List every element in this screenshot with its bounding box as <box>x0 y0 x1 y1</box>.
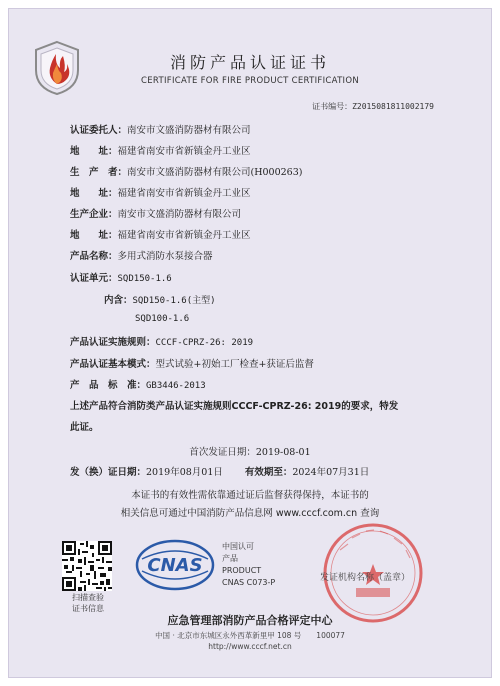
contains-value-main: SQD150-1.6(主型) <box>132 296 216 306</box>
issuing-organization: 应急管理部消防产品合格评定中心 <box>167 614 333 627</box>
standard-row <box>70 377 206 391</box>
cnas-line-4: CNAS C073-P <box>222 578 276 587</box>
qr-caption <box>56 592 120 614</box>
mode-row <box>70 356 314 370</box>
cnas-logo-text: CNAS <box>147 555 203 576</box>
issue-date-label: 发（换）证日期： <box>70 467 147 478</box>
rule-label: 产品认证实施规则： <box>70 337 156 348</box>
issuer-seal-label: 发证机构名称（盖章） <box>320 573 411 583</box>
standard-label: 产 品 标 准： <box>70 380 147 391</box>
valid-until-label: 有效期至： <box>244 467 293 478</box>
factory-value: 南安市文盛消防器材有限公司 <box>117 209 242 220</box>
client-value: 南安市文盛消防器材有限公司 <box>127 125 251 136</box>
factory-row <box>70 206 241 220</box>
rule-value: CCCF-CPRZ-26: 2019 <box>155 338 254 348</box>
factory-address-row <box>70 227 251 241</box>
qr-caption-line-2: 证书信息 <box>72 604 104 613</box>
cnas-line-1: 中国认可 <box>222 542 254 551</box>
mode-value: 型式试验+初始工厂检查+获证后监督 <box>155 359 314 370</box>
factory-address-label: 地 址： <box>70 230 118 241</box>
product-name-row <box>70 248 213 262</box>
cnas-accreditation-text <box>222 541 275 589</box>
client-address-label: 地 址： <box>70 146 118 157</box>
producer-value: 南安市文盛消防器材有限公司(H000263) <box>127 167 303 178</box>
qr-caption-line-1: 扫描查验 <box>72 593 104 602</box>
client-row <box>70 122 251 136</box>
certificate-title-en: CERTIFICATE FOR FIRE PRODUCT CERTIFICATION <box>140 76 360 86</box>
rule-row <box>70 334 253 348</box>
contains-label: 内含： <box>104 295 133 306</box>
client-address-row <box>70 143 251 157</box>
valid-until-value: 2024年07月31日 <box>292 467 370 478</box>
cert-unit-label: 认证单元： <box>70 273 118 284</box>
certificate-number: 证书编号：Z2015081811002179 <box>312 102 434 111</box>
organization-website: http://www.cccf.net.cn <box>208 642 292 651</box>
product-name-value: 多用式消防水泵接合器 <box>117 251 213 262</box>
statement-line-2: 此证。 <box>70 422 99 433</box>
issue-date-row <box>70 464 369 478</box>
client-address-value: 福建省南安市省新镇金丹工业区 <box>117 146 251 157</box>
statement-line-1: 上述产品符合消防类产品认证实施规则CCCF-CPRZ-26: 2019的要求，特发 <box>70 401 399 412</box>
cert-unit-value: SQD150-1.6 <box>117 274 172 284</box>
standard-value: GB3446-2013 <box>146 381 206 391</box>
cnas-line-3: PRODUCT <box>222 566 262 575</box>
producer-row <box>70 164 302 178</box>
producer-address-value: 福建省南安市省新镇金丹工业区 <box>117 188 251 199</box>
notice-line-2: 相关信息可通过中国消防产品信息网 www.cccf.com.cn 查询 <box>120 508 380 519</box>
factory-address-value: 福建省南安市省新镇金丹工业区 <box>117 230 251 241</box>
certificate-title-cn: 消防产品认证证书 <box>169 53 330 72</box>
product-name-label: 产品名称： <box>70 251 118 262</box>
producer-address-row <box>70 185 251 199</box>
client-label: 认证委托人： <box>70 125 128 136</box>
producer-address-label: 地 址： <box>70 188 118 199</box>
cnas-line-2: 产品 <box>222 554 238 563</box>
contains-row <box>104 292 216 306</box>
first-issue-date: 首次发证日期：2019-08-01 <box>189 447 311 458</box>
contains-value-secondary: SQD100-1.6 <box>135 314 190 324</box>
contains-row-2 <box>135 313 189 324</box>
cnas-logo-icon <box>134 537 216 593</box>
qr-code-icon <box>62 541 112 591</box>
factory-label: 生产企业： <box>70 209 118 220</box>
notice-line-1: 本证书的有效性需依靠通过证后监督获得保持，本证书的 <box>131 490 369 501</box>
statement-paragraph <box>70 396 430 438</box>
cert-unit-row <box>70 270 172 284</box>
issue-date-value: 2019年08月01日 <box>146 467 223 478</box>
organization-address: 中国 · 北京市东城区永外西革新里甲 108 号 100077 <box>155 631 345 640</box>
producer-label: 生 产 者： <box>70 167 128 178</box>
mode-label: 产品认证基本模式： <box>70 359 156 370</box>
